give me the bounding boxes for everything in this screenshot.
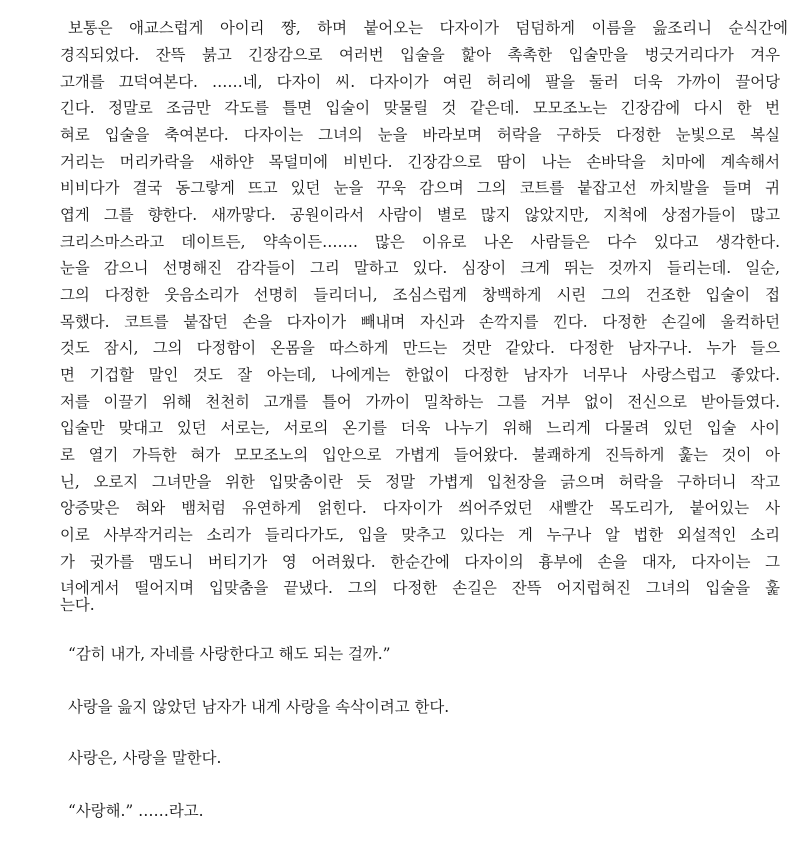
dialog-line: 사랑은, 사랑을 말한다. [68, 749, 222, 767]
paragraph-line: 녀에게서 떨어지며 입맞춤을 끝냈다. 그의 다정한 손길은 잔뜩 어지럽혀진 그녀의 입술을 훑 [60, 579, 780, 597]
paragraph-line: 저를 이끌기 위해 천천히 고개를 틀어 가까이 밀착하는 그를 거부 없이 전신으로 받아들였다. [60, 393, 780, 411]
paragraph-line: 엽게 그를 향한다. 새까맣다. 공원이라서 사람이 별로 많지 않았지만, 지척에 상점가들이 많고 [60, 206, 780, 224]
paragraph-line: 눈을 감으니 선명해진 감각들이 그리 말하고 있다. 심장이 크게 뛰는 것까지 들리는데. 일순, [60, 259, 780, 277]
paragraph-line: 비비다가 결국 동그랗게 뜨고 있던 눈을 꾸욱 감으며 그의 코트를 붙잡고선 까치발을 들며 귀 [60, 179, 780, 197]
dialog-line: “감히 내가, 자네를 사랑한다고 해도 되는 걸까.” [68, 645, 391, 663]
paragraph-line: 것도 잠시, 그의 다정함이 온몸을 따스하게 만드는 것만 같았다. 다정한 남자구나. 누가 들으 [60, 339, 780, 357]
paragraph-line: 긴다. 정말로 조금만 각도를 틀면 입술이 맞물릴 것 같은데. 모모조노는 긴장감에 다시 한 번 [60, 99, 780, 117]
dialog-line: 사랑을 읊지 않았던 남자가 내게 사랑을 속삭이려고 한다. [68, 698, 450, 716]
paragraph-line: 입술만 맞대고 있던 서로는, 서로의 온기를 더욱 나누기 위해 느리게 다물려 있던 입술 사이 [60, 419, 780, 437]
paragraph-line: 가 귓가를 맴도니 버티기가 영 어려웠다. 한순간에 다자이의 흉부에 손을 대자, 다자이는 그 [60, 553, 780, 571]
dialog-line: “사랑해.” ……라고. [68, 802, 204, 820]
paragraph-line: 이로 사부작거리는 소리가 들리다가도, 입을 맞추고 있다는 게 누구나 알 법한 외설적인 소리 [60, 526, 780, 544]
paragraph-line: 거리는 머리카락을 새하얀 목덜미에 비빈다. 긴장감으로 땀이 나는 손바닥을 치마에 계속해서 [60, 153, 780, 171]
paragraph-line: 로 열기 가득한 혀가 모모조노의 입안으로 가볍게 들어왔다. 불쾌하게 진득하게 훑는 것이 아 [60, 446, 780, 464]
paragraph-line: 보통은 애교스럽게 아이리 쨩, 하며 붙어오는 다자이가 덤덤하게 이름을 읊조리니 순식간에 [68, 19, 788, 37]
paragraph-line: 면 기겁할 말인 것도 잘 아는데, 나에게는 한없이 다정한 남자가 너무나 사랑스럽고 좋았다. [60, 366, 780, 384]
paragraph-line: 고개를 끄덕여본다. ……네, 다자이 씨. 다자이가 여린 허리에 팔을 둘러 더욱 가까이 끌어당 [60, 73, 780, 91]
paragraph-line: 혀로 입술을 축여본다. 다자이는 그녀의 눈을 바라보며 허락을 구하듯 다정한 눈빛으로 복실 [60, 126, 780, 144]
paragraph-line: 그의 다정한 웃음소리가 선명히 들리더니, 조심스럽게 창백하게 시린 그의 건조한 입술이 접 [60, 286, 780, 304]
paragraph-line: 닌, 오로지 그녀만을 위한 입맞춤이란 듯 정말 가볍게 입천장을 긁으며 허락을 구하더니 작고 [60, 473, 780, 491]
paragraph-line: 크리스마스라고 데이트든, 약속이든……. 많은 이유로 나온 사람들은 다수 있다고 생각한다. [60, 233, 780, 251]
paragraph-line: 경직되었다. 잔뜩 붉고 긴장감으로 여러번 입술을 핥아 촉촉한 입술만을 벙긋거리다가 겨우 [60, 46, 780, 64]
paragraph-line: 앙증맞은 혀와 뱀처럼 유연하게 얽힌다. 다자이가 씌어주었던 새빨간 목도리가, 붙어있는 사 [60, 499, 780, 517]
paragraph-line: 는다. [60, 596, 95, 614]
paragraph-line: 목했다. 코트를 붙잡던 손을 다자이가 빼내며 자신과 손깍지를 낀다. 다정한 손길에 울컥하던 [60, 313, 780, 331]
